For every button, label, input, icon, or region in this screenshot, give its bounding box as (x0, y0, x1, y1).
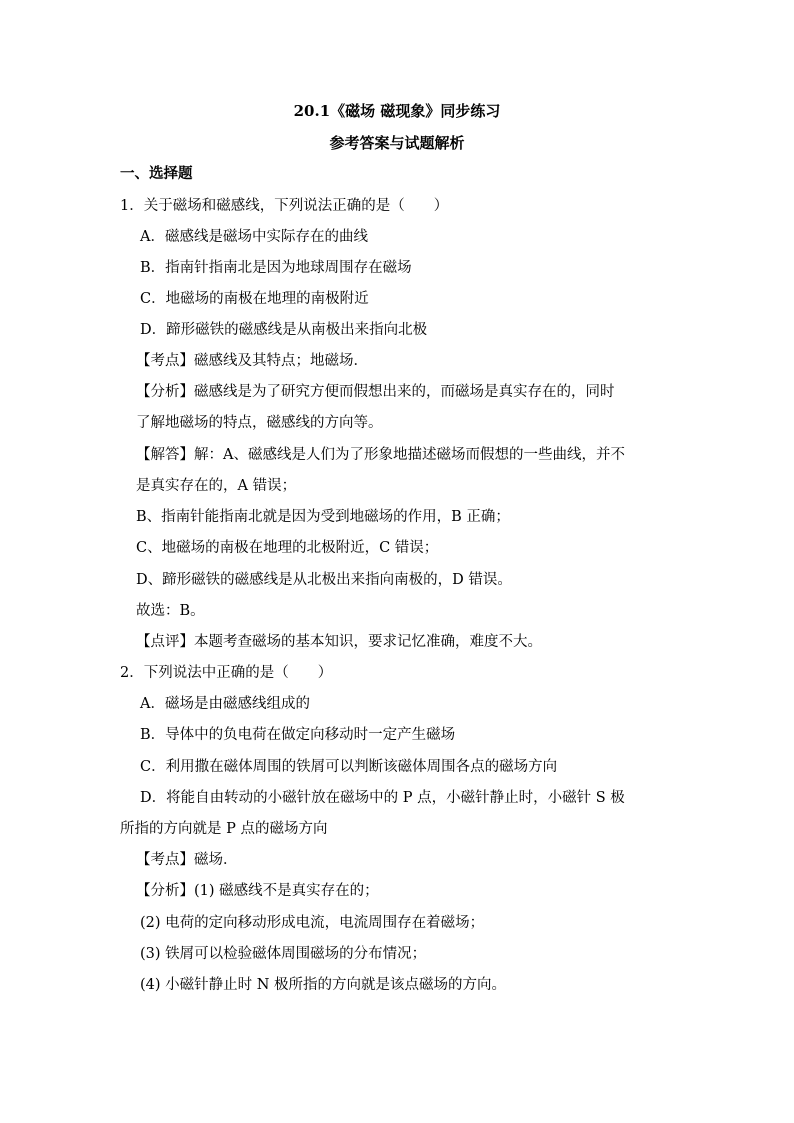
q2-kaodian: 【考点】磁场． (136, 852, 238, 868)
document-subtitle: 参考答案与试题解析 (329, 134, 465, 152)
q1-option-b: B．指南针指南北是因为地球周围存在磁场 (140, 260, 412, 276)
q1-option-a: A．磁感线是磁场中实际存在的曲线 (140, 229, 368, 245)
q1-option-c: C．地磁场的南极在地理的南极附近 (140, 291, 369, 307)
q2-option-b: B．导体中的负电荷在做定向移动时一定产生磁场 (140, 727, 456, 743)
q2-stem: 2．下列说法中正确的是（ ） (120, 665, 333, 681)
q1-jieda-line1: 【解答】解：A、磁感线是人们为了形象地描述磁场而假想的一些曲线，并不 (136, 447, 625, 463)
q1-jieda-line2: 是真实存在的，A 错误； (136, 478, 297, 494)
q2-fenxi-line4: (4) 小磁针静止时 N 极所指的方向就是该点磁场的方向。 (140, 977, 507, 993)
section-heading: 一、选择题 (120, 165, 193, 182)
q2-option-d-line1: D．将能自由转动的小磁针放在磁场中的 P 点，小磁针静止时，小磁针 S 极 (140, 790, 625, 806)
q1-dianping: 【点评】本题考查磁场的基本知识，要求记忆准确，难度不大。 (136, 634, 542, 650)
q2-fenxi-line3: (3) 铁屑可以检验磁体周围磁场的分布情况； (140, 946, 427, 962)
q1-kaodian: 【考点】磁感线及其特点；地磁场． (136, 353, 368, 369)
q2-option-c: C．利用撒在磁体周围的铁屑可以判断该磁体周围各点的磁场方向 (140, 759, 558, 775)
q1-answer: 故选：B。 (136, 603, 205, 619)
q1-fenxi-line2: 了解地磁场的特点，磁感线的方向等。 (136, 415, 383, 431)
q2-option-a: A．磁场是由磁感线组成的 (140, 696, 310, 712)
q2-option-d-line2: 所指的方向就是 P 点的磁场方向 (120, 821, 328, 837)
q1-option-d: D．蹄形磁铁的磁感线是从南极出来指向北极 (140, 322, 428, 338)
q1-jieda-line5: D、蹄形磁铁的磁感线是从北极出来指向南极的，D 错误。 (136, 572, 512, 588)
document-title: 20.1《磁场 磁现象》同步练习 (293, 102, 501, 120)
q2-fenxi-line1: 【分析】(1) 磁感线不是真实存在的； (136, 883, 379, 899)
q1-jieda-line4: C、地磁场的南极在地理的北极附近，C 错误； (136, 540, 439, 556)
q1-stem: 1．关于磁场和磁感线，下列说法正确的是（ ） (120, 198, 449, 214)
q1-jieda-line3: B、指南针能指南北就是因为受到地磁场的作用，B 正确； (136, 509, 510, 525)
q2-fenxi-line2: (2) 电荷的定向移动形成电流，电流周围存在着磁场； (140, 915, 485, 931)
q1-fenxi-line1: 【分析】磁感线是为了研究方便而假想出来的，而磁场是真实存在的，同时 (136, 384, 615, 400)
